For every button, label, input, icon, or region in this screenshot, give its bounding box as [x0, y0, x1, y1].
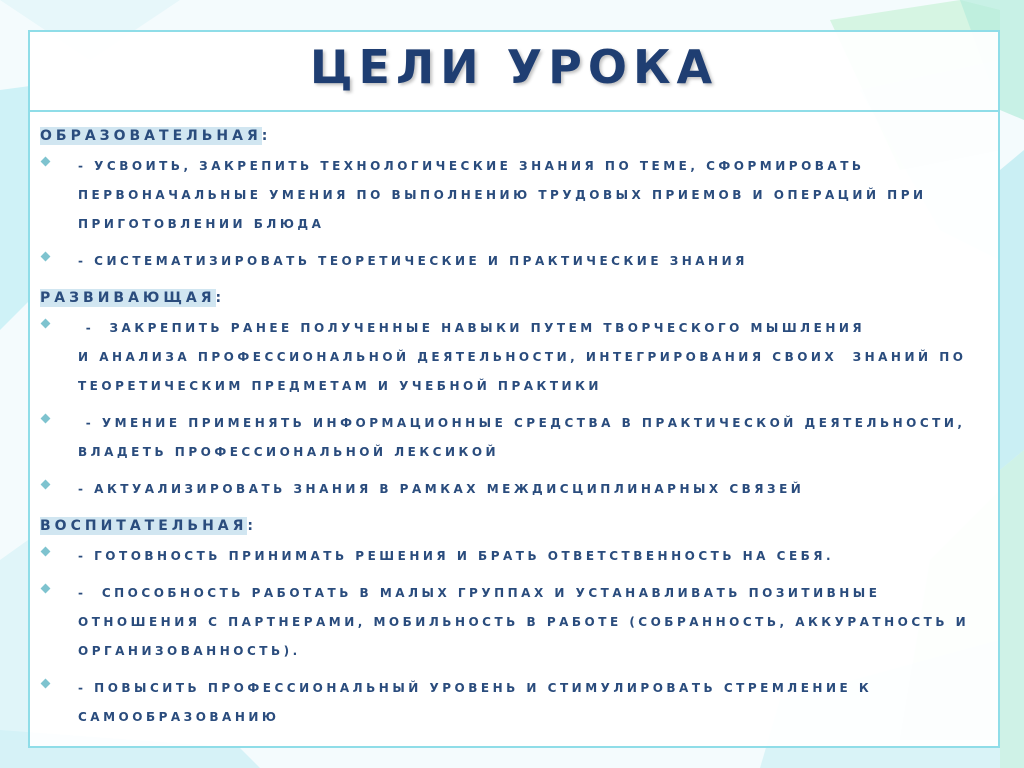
section-heading	[40, 122, 990, 150]
section-heading-colon: :	[247, 518, 258, 534]
list-item	[40, 247, 990, 276]
list-item	[40, 542, 990, 571]
section-educational	[40, 122, 990, 276]
list-item	[40, 579, 990, 666]
list-item-text: - УСВОИТЬ, ЗАКРЕПИТЬ ТЕХНОЛОГИЧЕСКИЕ ЗНАНИЯ ПО ТЕМЕ, СФОРМИРОВАТЬ ПЕРВОНАЧАЛЬНЫЕ УМЕНИЯ ПО ВЫПОЛНЕНИЮ ТРУДОВЫХ ПРИЕМОВ И ОПЕРАЦИЙ ПРИ ПРИГОТОВЛЕНИИ БЛЮДА	[78, 159, 935, 231]
slide-content	[40, 122, 990, 740]
diamond-bullet-icon	[41, 480, 51, 490]
list-item	[40, 674, 990, 732]
list-item-text: - ПОВЫСИТЬ ПРОФЕССИОНАЛЬНЫЙ УРОВЕНЬ И СТИМУЛИРОВАТЬ СТРЕМЛЕНИЕ К САМООБРАЗОВАНИЮ	[78, 681, 880, 724]
section-heading-colon: :	[215, 290, 226, 306]
diamond-bullet-icon	[41, 547, 51, 557]
list-item-text: - ГОТОВНОСТЬ ПРИНИМАТЬ РЕШЕНИЯ И БРАТЬ ОТВЕТСТВЕННОСТЬ НА СЕБЯ.	[78, 549, 835, 563]
section-heading-text: ВОСПИТАТЕЛЬНАЯ	[40, 518, 248, 534]
slide-title: ЦЕЛИ УРОКА	[309, 40, 719, 94]
list-item	[40, 152, 990, 239]
section-heading	[40, 512, 990, 540]
section-heading	[40, 284, 990, 312]
title-band	[30, 32, 998, 112]
diamond-bullet-icon	[41, 252, 51, 262]
list-item	[40, 409, 990, 467]
section-developmental	[40, 284, 990, 504]
list-item	[40, 475, 990, 504]
diamond-bullet-icon	[41, 584, 51, 594]
diamond-bullet-icon	[41, 414, 51, 424]
diamond-bullet-icon	[41, 319, 51, 329]
section-heading-text: РАЗВИВАЮЩАЯ	[40, 290, 216, 306]
section-heading-colon: :	[261, 128, 272, 144]
list-item-text: - УМЕНИЕ ПРИМЕНЯТЬ ИНФОРМАЦИОННЫЕ СРЕДСТВА В ПРАКТИЧЕСКОЙ ДЕЯТЕЛЬНОСТИ, ВЛАДЕТЬ ПРОФЕССИОНАЛЬНОЙ ЛЕКСИКОЙ	[78, 416, 974, 459]
list-item	[40, 314, 990, 401]
list-item-text: - АКТУАЛИЗИРОВАТЬ ЗНАНИЯ В РАМКАХ МЕЖДИСЦИПЛИНАРНЫХ СВЯЗЕЙ	[78, 482, 805, 496]
slide-frame	[28, 30, 1000, 748]
section-heading-text: ОБРАЗОВАТЕЛЬНАЯ	[40, 128, 262, 144]
list-item-text: - ЗАКРЕПИТЬ РАНЕЕ ПОЛУЧЕННЫЕ НАВЫКИ ПУТЕМ ТВОРЧЕСКОГО МЫШЛЕНИЯ И АНАЛИЗА ПРОФЕССИОНАЛЬНОЙ ДЕЯТЕЛЬНОСТИ, ИНТЕГРИРОВАНИЯ СВОИХ ЗНАНИЙ ПО ТЕОРЕТИЧЕСКИМ ПРЕДМЕТАМ И УЧЕБНОЙ ПРАКТИКИ	[78, 321, 967, 393]
list-item-text: - СПОСОБНОСТЬ РАБОТАТЬ В МАЛЫХ ГРУППАХ И УСТАНАВЛИВАТЬ ПОЗИТИВНЫЕ ОТНОШЕНИЯ С ПАРТНЕРАМИ, МОБИЛЬНОСТЬ В РАБОТЕ (СОБРАННОСТЬ, АККУРАТНОСТЬ И ОРГАНИЗОВАННОСТЬ).	[78, 586, 977, 658]
section-upbringing	[40, 512, 990, 732]
diamond-bullet-icon	[41, 157, 51, 167]
list-item-text: - СИСТЕМАТИЗИРОВАТЬ ТЕОРЕТИЧЕСКИЕ И ПРАКТИЧЕСКИЕ ЗНАНИЯ	[78, 254, 748, 268]
diamond-bullet-icon	[41, 679, 51, 689]
